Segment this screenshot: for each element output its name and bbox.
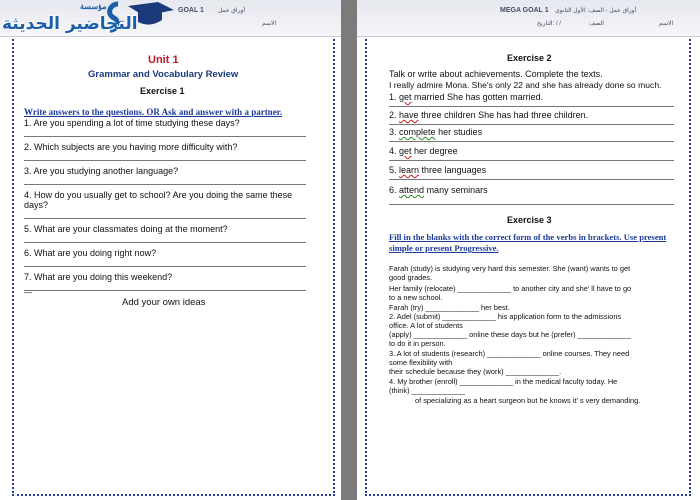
exercise-3-instruction-line-1: Fill in the blanks with the correct form of the verbs in brackets. Use present	[389, 232, 667, 242]
achievement-item-5: 5. learn three languages	[389, 165, 487, 175]
page-header	[357, 0, 700, 37]
dash-mark: —	[24, 288, 32, 297]
achievement-item-6: 6. attend many seminars	[389, 185, 488, 195]
exercise-3-line: 4. My brother (enroll) _____________ in the medical faculty today. He	[389, 377, 618, 386]
exercise-3-line: 2. Adel (submit) _____________ his application form to the admissions	[389, 312, 622, 321]
question-7: 7. What are you doing this weekend?	[24, 272, 173, 282]
exercise-3-line: Farah (try) _____________ her best.	[389, 303, 510, 312]
exercise-3-line: their schedule because they (work) _____________.	[389, 367, 562, 376]
question-2: 2. Which subjects are you having more difficulty with?	[24, 142, 238, 152]
exercise-3-line: of specializing as a heart surgeon but he knows it' s very demanding.	[415, 396, 641, 405]
unit-subtitle: Grammar and Vocabulary Review	[88, 69, 239, 80]
achievement-item-1: 1. get married She has gotten married.	[389, 92, 544, 102]
achievement-item-2: 2. have three children She has had three children.	[389, 110, 589, 120]
left-worksheet-page	[0, 0, 341, 500]
logo-small-text: مؤسسة	[80, 2, 107, 11]
exercise-3-line: 3. A lot of students (research) _____________ online courses. They need	[389, 349, 630, 358]
exercise-3-line: some flexibility with	[389, 358, 453, 367]
answer-line	[389, 106, 674, 107]
exercise-3-instruction-line-2: simple or present Progressive.	[389, 243, 499, 253]
right-worksheet-page	[357, 0, 700, 500]
exercise-3-title: Exercise 3	[507, 215, 552, 225]
answer-line	[389, 179, 674, 180]
question-5: 5. What are your classmates doing at the moment?	[24, 224, 228, 234]
question-3: 3. Are you studying another language?	[24, 166, 179, 176]
header-arabic-name: الاسم	[659, 21, 674, 27]
answer-line	[24, 218, 306, 219]
header-arabic-title: أوراق عمل - الصف: الأول الثانوي	[555, 8, 637, 14]
question-1: 1. Are you spending a lot of time studying these days?	[24, 118, 240, 128]
exercise-3-line: (think) _____________	[389, 386, 466, 395]
answer-line	[24, 242, 306, 243]
question-4: 4. How do you usually get to school? Are you doing the same these	[24, 190, 293, 200]
answer-line	[24, 136, 306, 137]
answer-line	[24, 290, 306, 291]
answer-line	[389, 124, 674, 125]
exercise-2-instruction: Talk or write about achievements. Complete the texts.	[389, 69, 603, 79]
add-ideas-text: Add your own ideas	[122, 297, 206, 308]
exercise-3-line: office. A lot of students	[389, 321, 463, 330]
header-arabic-name: الاسم	[262, 21, 277, 27]
answer-line	[389, 141, 674, 142]
header-arabic-date: التاريخ: / /	[537, 21, 561, 27]
header-goal: GOAL 1	[178, 7, 204, 14]
header-arabic-title: أوراق عمل	[218, 8, 246, 14]
exercise-3-line: to a new school.	[389, 293, 443, 302]
exercise-3-line: to do it in person.	[389, 339, 446, 348]
exercise-3-line: Her family (relocate) _____________ to another city and she' ll have to go	[389, 284, 632, 293]
exercise-1-instruction: Write answers to the questions. OR Ask and answer with a partner.	[24, 107, 283, 117]
answer-line	[24, 184, 306, 185]
answer-line	[389, 160, 674, 161]
unit-title: Unit 1	[148, 54, 179, 66]
achievement-item-3: 3. complete her studies	[389, 127, 483, 137]
exercise-3-line: Farah (study) is studying very hard this semester. She (want) wants to get	[389, 264, 631, 273]
publisher-logo	[0, 0, 160, 38]
exercise-3-line: good grades.	[389, 273, 433, 282]
header-goal: MEGA GOAL 1	[500, 7, 549, 14]
question-6: 6. What are you doing right now?	[24, 248, 157, 258]
question-4-continued: days?	[24, 200, 49, 210]
answer-line	[24, 266, 306, 267]
answer-line	[24, 160, 306, 161]
exercise-2-example: I really admire Mona. She's only 22 and she has already done so much.	[389, 80, 662, 90]
exercise-2-title: Exercise 2	[507, 53, 552, 63]
logo-text: التحاضير الحديثة	[2, 14, 138, 34]
answer-line	[389, 204, 674, 205]
exercise-3-line: (apply) _____________ online these days but he (prefer) _____________	[389, 330, 632, 339]
achievement-item-4: 4. get her degree	[389, 146, 458, 156]
exercise-1-title: Exercise 1	[140, 86, 185, 96]
header-arabic-class: الصف	[589, 21, 604, 27]
